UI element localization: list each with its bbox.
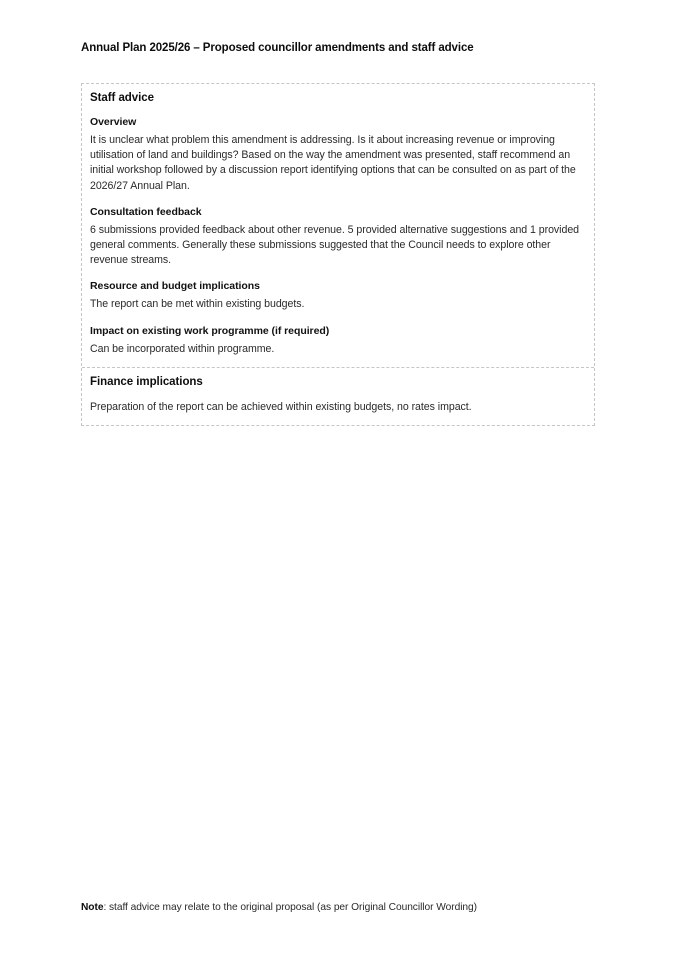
section-heading-overview: Overview bbox=[90, 116, 137, 128]
section-body-impact-work-programme: Can be incorporated within programme. bbox=[90, 342, 275, 355]
footer-note bbox=[81, 901, 601, 915]
footer-note-label: Note bbox=[81, 902, 104, 913]
finance-implications-body: Preparation of the report can be achieved within existing budgets, no rates impact. bbox=[90, 400, 472, 413]
section-heading-consultation-feedback: Consultation feedback bbox=[90, 205, 202, 218]
section-body-consultation-feedback: 6 submissions provided feedback about other revenue. 5 provided alternative suggestions and 1 provided general comments. Generally these submissions suggested that the Council needs to explore other revenue streams. bbox=[90, 223, 580, 267]
section-heading-impact-work-programme: Impact on existing work programme (if required) bbox=[90, 324, 330, 337]
section-heading-resource-budget-implications: Resource and budget implications bbox=[90, 280, 260, 293]
finance-implications-cell bbox=[82, 367, 594, 425]
footer-note-text: : staff advice may relate to the original proposal (as per Original Councillor Wording) bbox=[103, 902, 477, 913]
staff-advice-cell bbox=[82, 84, 594, 367]
staff-advice-table bbox=[81, 83, 595, 426]
staff-advice-heading: Staff advice bbox=[90, 92, 154, 104]
page-title: Annual Plan 2025/26 – Proposed councillor amendments and staff advice bbox=[81, 42, 474, 54]
section-body-resource-budget-implications: The report can be met within existing budgets. bbox=[90, 298, 305, 311]
section-body-overview: It is unclear what problem this amendment is addressing. Is it about increasing revenue or improving utilisation of land and buildings? Based on the way the amendment was presented, staff recommend an initial workshop followed by a discussion report identifying options that can be consulted on as part of the 2026/27 Annual Plan. bbox=[90, 134, 576, 192]
finance-implications-heading: Finance implications bbox=[90, 375, 203, 388]
